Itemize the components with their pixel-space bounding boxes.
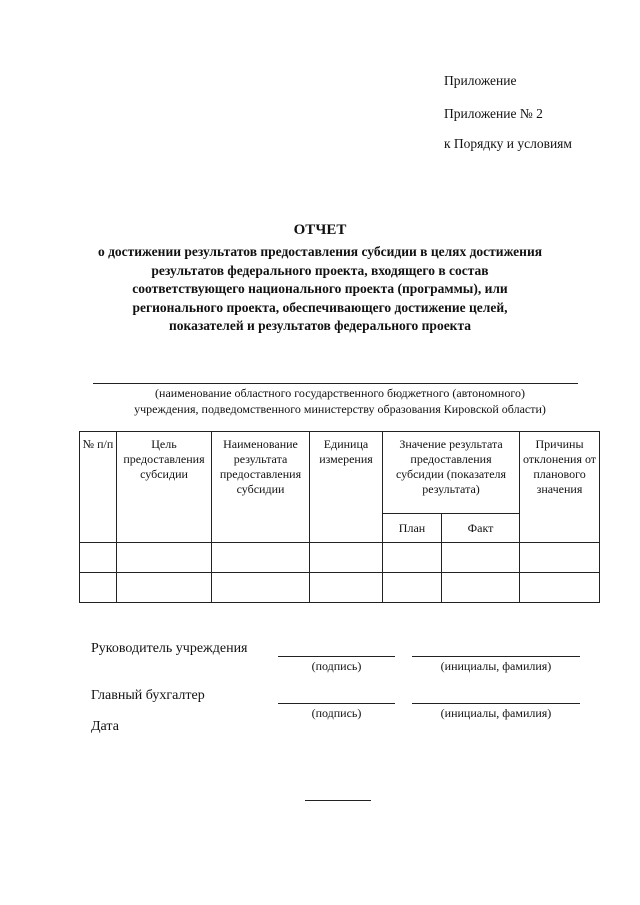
appendix-number: Приложение № 2 [444, 106, 543, 121]
subtitle-line: регионального проекта, обеспечивающего достижение целей, [132, 299, 508, 315]
head-name-line[interactable] [412, 656, 580, 657]
table-cell[interactable] [212, 573, 310, 603]
table-cell[interactable] [520, 543, 600, 573]
footer-divider [305, 800, 371, 801]
date-label: Дата [91, 719, 119, 734]
subtitle-line: соответствующего национального проекта (программы), или [132, 281, 508, 296]
table-cell[interactable] [442, 543, 520, 573]
table-cell[interactable] [117, 543, 212, 573]
subtitle-line: результатов федерального проекта, входящего в состав [151, 262, 489, 278]
report-table [79, 431, 600, 603]
head-name-caption: (инициалы, фамилия) [440, 659, 552, 673]
accountant-signature-caption: (подпись) [311, 706, 362, 720]
table-cell[interactable] [310, 573, 383, 603]
table-cell[interactable] [117, 573, 212, 603]
header-reasons: Причины отклонения от планового значения [520, 432, 600, 543]
table-cell[interactable] [212, 543, 310, 573]
head-label: Руководитель учреждения [91, 641, 248, 656]
header-plan: План [383, 514, 442, 543]
institution-caption-line: (наименование областного государственного бюджетного (автономного) [155, 386, 525, 400]
accountant-label: Главный бухгалтер [91, 688, 205, 703]
table-header-row [80, 432, 600, 514]
accountant-name-line[interactable] [412, 703, 580, 704]
subtitle-line: показателей и результатов федерального проекта [168, 318, 472, 333]
header-num: № п/п [80, 432, 117, 543]
table-cell[interactable] [520, 573, 600, 603]
institution-caption [80, 385, 600, 417]
head-signature-line[interactable] [278, 656, 395, 657]
subtitle-line: о достижении результатов предоставления субсидии в целях достижения [97, 244, 543, 259]
report-subtitle [60, 243, 580, 336]
institution-caption-line: учреждения, подведомственного министерству образования Кировской области) [134, 402, 546, 416]
appendix-title: Приложение [444, 73, 517, 88]
header-result-name: Наименование результата предоставления субсидии [212, 432, 310, 543]
table-row [80, 573, 600, 603]
table-cell[interactable] [80, 573, 117, 603]
report-title: ОТЧЕТ [293, 222, 347, 238]
table-cell[interactable] [383, 573, 442, 603]
header-unit: Единица измерения [310, 432, 383, 543]
table-cell[interactable] [442, 573, 520, 603]
table-row [80, 543, 600, 573]
accountant-name-caption: (инициалы, фамилия) [440, 706, 552, 720]
header-fact: Факт [442, 514, 520, 543]
institution-name-line[interactable] [93, 383, 578, 384]
table-cell[interactable] [80, 543, 117, 573]
table-cell[interactable] [383, 543, 442, 573]
accountant-signature-line[interactable] [278, 703, 395, 704]
head-signature-caption: (подпись) [311, 659, 362, 673]
appendix-reference: к Порядку и условиям [444, 136, 572, 151]
header-goal: Цель предоставления субсидии [117, 432, 212, 543]
table-cell[interactable] [310, 543, 383, 573]
header-value: Значение результата предоставления субсидии (показателя результата) [383, 432, 520, 514]
